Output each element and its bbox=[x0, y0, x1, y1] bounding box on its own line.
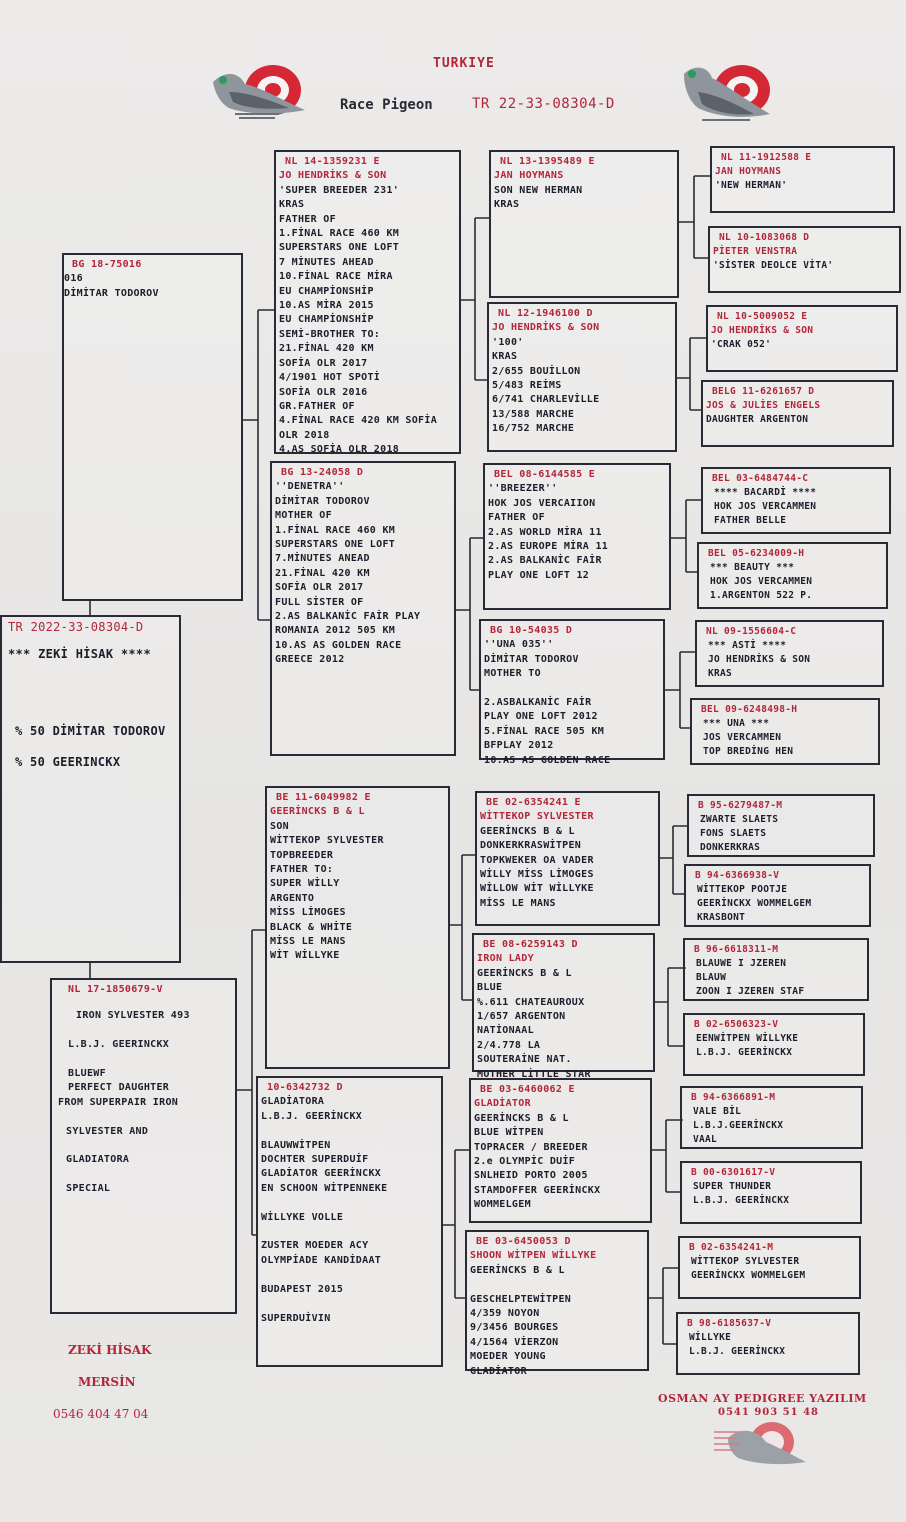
gggp-box bbox=[683, 938, 869, 1001]
gp-line: DOCHTER SUPERDUİF bbox=[261, 1154, 369, 1166]
ggp-line: GLADİATOR bbox=[470, 1365, 527, 1377]
ggp-line: 1/657 ARGENTON bbox=[477, 1011, 566, 1023]
gp-line bbox=[261, 1268, 438, 1282]
ggp-breeder: IRON LADY bbox=[477, 953, 534, 965]
ggp-line: BLUE bbox=[477, 982, 503, 994]
ggp-line: 4/359 NOYON bbox=[470, 1308, 540, 1320]
ggp-box bbox=[489, 150, 679, 298]
gp-line: EN SCHOON WİTPENNEKE bbox=[261, 1182, 388, 1194]
gggp-box bbox=[683, 1013, 865, 1076]
gp-line bbox=[261, 1124, 438, 1138]
gggp-line: FATHER BELLE bbox=[714, 515, 787, 526]
gggp-line: L.B.J. GEERİNCKX bbox=[696, 1047, 793, 1058]
gggp-ring: B 00-6301617-V bbox=[691, 1167, 776, 1178]
gp-line: SOFİA OLR 2017 bbox=[279, 357, 368, 369]
ggp-line: 5.FİNAL RACE 505 KM bbox=[484, 725, 605, 737]
ggp-line: '100' bbox=[492, 336, 524, 348]
ggp-line: 9/3456 BOURGES bbox=[470, 1322, 559, 1334]
gggp-box bbox=[684, 864, 871, 927]
gggp-box bbox=[680, 1161, 862, 1224]
gp-line: WİTTEKOP SYLVESTER bbox=[270, 835, 384, 847]
gggp-line: 'NEW HERMAN' bbox=[715, 180, 788, 191]
gp-line: FULL SİSTER OF bbox=[275, 596, 364, 608]
gp-line: BLACK & WHİTE bbox=[270, 921, 353, 933]
gggp-line: BLAUW bbox=[696, 972, 727, 983]
gp-box bbox=[256, 1076, 443, 1367]
gggp-box bbox=[710, 146, 895, 213]
ggp-line: WİLLY MİSS LİMOGES bbox=[480, 869, 594, 881]
ggp-line: MOTHER TO bbox=[484, 668, 541, 680]
gp-line: SUPER WİLLY bbox=[270, 878, 340, 890]
ggp-ring: BE 03-6460062 E bbox=[480, 1084, 575, 1095]
gp-breeder: GEERİNCKS B & L bbox=[270, 806, 365, 818]
gggp-line: 'CRAK 052' bbox=[711, 339, 772, 350]
gggp-line: *** BEAUTY *** bbox=[710, 562, 795, 573]
ggp-box bbox=[483, 463, 671, 610]
gp-line: ''DENETRA'' bbox=[275, 481, 345, 493]
gp-line: FATHER TO: bbox=[270, 864, 334, 876]
ggp-line: 13/588 MARCHE bbox=[492, 408, 575, 420]
gggp-line: SUPER THUNDER bbox=[693, 1181, 772, 1192]
gggp-ring: B 94-6366938-V bbox=[695, 870, 780, 881]
ggp-line: 2.AS WORLD MİRA 11 bbox=[488, 526, 602, 538]
footer-owner: ZEKİ HİSAK bbox=[68, 1343, 152, 1357]
gp-box bbox=[265, 786, 450, 1069]
gggp-line: WİLLYKE bbox=[689, 1332, 732, 1343]
gp-line: TOPBREEDER bbox=[270, 849, 334, 861]
gggp-line: *** ASTİ **** bbox=[708, 640, 787, 651]
gp-line: MİSS LE MANS bbox=[270, 936, 346, 948]
ggp-line: 2.ASBALKANİC FAİR bbox=[484, 697, 592, 709]
ggp-line: NATİONAAL bbox=[477, 1025, 534, 1037]
sire-line: 016 bbox=[64, 273, 83, 285]
gggp-ring: BEL 03-6484744-C bbox=[712, 473, 809, 484]
dam-line bbox=[58, 1110, 229, 1124]
gggp-ring: B 96-6618311-M bbox=[694, 944, 779, 955]
gggp-ring: BEL 05-6234009-H bbox=[708, 548, 805, 559]
dam-ring: NL 17-1850679-V bbox=[68, 984, 163, 995]
gp-line: 21.FİNAL 420 KM bbox=[279, 343, 374, 355]
gggp-ring: B 98-6185637-V bbox=[687, 1318, 772, 1329]
gggp-ring: BELG 11-6261657 D bbox=[712, 386, 815, 397]
dam-line bbox=[58, 1168, 229, 1182]
gggp-ring: NL 10-1083068 D bbox=[719, 232, 810, 243]
gp-ring: BE 11-6049982 E bbox=[276, 792, 371, 803]
gggp-line: VAAL bbox=[693, 1134, 718, 1145]
gggp-line: ZOON I JZEREN STAF bbox=[696, 986, 805, 997]
sire-box bbox=[62, 253, 243, 601]
ggp-box bbox=[472, 933, 655, 1080]
gggp-box bbox=[701, 467, 891, 534]
footer-brand: OSMAN AY PEDIGREE YAZILIM bbox=[658, 1392, 867, 1405]
main-share-1: % 50 DİMİTAR TODOROV bbox=[15, 724, 166, 738]
dam-line: GLADIATORA bbox=[66, 1154, 130, 1166]
gggp-line: GEERİNCKX WOMMELGEM bbox=[697, 898, 812, 909]
gp-line: BLAUWWİTPEN bbox=[261, 1139, 331, 1151]
gp-ring: NL 14-1359231 E bbox=[285, 156, 380, 167]
gggp-line: WİTTEKOP SYLVESTER bbox=[691, 1256, 800, 1267]
gggp-box bbox=[701, 380, 894, 447]
gp-line: 'SUPER BREEDER 231' bbox=[279, 184, 400, 196]
ggp-line: 2.e OLYMPİC DUİF bbox=[474, 1156, 576, 1168]
gp-breeder: JO HENDRİKS & SON bbox=[279, 170, 387, 182]
gp-line: GR.FATHER OF bbox=[279, 400, 355, 412]
ggp-breeder: JAN HOYMANS bbox=[494, 170, 564, 182]
gggp-line: KRASBONT bbox=[697, 912, 746, 923]
gp-ring: BG 13-24058 D bbox=[281, 467, 364, 478]
ggp-line: GEERİNCKS B & L bbox=[470, 1264, 565, 1276]
ggp-line: PLAY ONE LOFT 2012 bbox=[484, 711, 598, 723]
pigeon-logo-left bbox=[205, 62, 311, 124]
gp-line: SUPERSTARS ONE LOFT bbox=[275, 539, 396, 551]
ggp-line: DİMİTAR TODOROV bbox=[484, 653, 579, 665]
ggp-line: %.611 CHATEAUROUX bbox=[477, 996, 585, 1008]
ggp-line: WİLLOW WİT WİLLYKE bbox=[480, 883, 594, 895]
ggp-box bbox=[465, 1230, 649, 1377]
gp-line: 4/1901 HOT SPOTİ bbox=[279, 372, 381, 384]
ggp-line: 10.AS AS GOLDEN RACE bbox=[484, 754, 611, 766]
ggp-ring: BEL 08-6144585 E bbox=[494, 469, 596, 480]
gggp-line: JO HENDRİKS & SON bbox=[708, 654, 811, 665]
gp-line bbox=[261, 1225, 438, 1239]
gggp-line: L.B.J. GEERİNCKX bbox=[693, 1195, 790, 1206]
main-pigeon-box bbox=[0, 615, 181, 963]
ggp-ring: BG 10-54035 D bbox=[490, 625, 573, 636]
dam-line bbox=[58, 1024, 229, 1038]
gggp-box bbox=[706, 305, 898, 372]
ggp-ring: BE 03-6450053 D bbox=[476, 1236, 571, 1247]
ggp-line: 6/741 CHARLEVİLLE bbox=[492, 394, 600, 406]
gp-line: 21.FİNAL 420 KM bbox=[275, 567, 370, 579]
gggp-ring: B 02-6506323-V bbox=[694, 1019, 779, 1030]
gp-line: SEMİ-BROTHER TO: bbox=[279, 328, 381, 340]
ggp-line: PLAY ONE LOFT 12 bbox=[488, 569, 590, 581]
gp-line: KRAS bbox=[279, 199, 305, 211]
gggp-ring: NL 11-1912588 E bbox=[721, 152, 812, 163]
gp-box bbox=[270, 461, 456, 756]
gp-line: EU CHAMPİONSHİP bbox=[279, 285, 374, 297]
gggp-line: HOK JOS VERCAMMEN bbox=[710, 576, 813, 587]
gp-line: ARGENTO bbox=[270, 892, 315, 904]
gggp-line: L.B.J. GEERİNCKX bbox=[689, 1346, 786, 1357]
gp-line: 10.FİNAL RACE MİRA bbox=[279, 271, 393, 283]
gggp-breeder: JAN HOYMANS bbox=[715, 166, 782, 177]
dam-line: SYLVESTER AND bbox=[66, 1125, 149, 1137]
footer-phone: 0546 404 47 04 bbox=[53, 1407, 149, 1421]
gp-line: DİMİTAR TODOROV bbox=[275, 495, 370, 507]
ggp-line: GEERİNCKS B & L bbox=[480, 825, 575, 837]
gggp-box bbox=[697, 542, 888, 609]
ggp-line: TOPKWEKER OA VADER bbox=[480, 854, 594, 866]
gggp-ring: NL 10-5009052 E bbox=[717, 311, 808, 322]
ggp-breeder: GLADİATOR bbox=[474, 1098, 531, 1110]
gp-line: SON bbox=[270, 820, 289, 832]
gggp-ring: B 94-6366891-M bbox=[691, 1092, 776, 1103]
header-country: TURKIYE bbox=[433, 56, 495, 71]
ggp-line bbox=[470, 1278, 644, 1292]
gp-line: GREECE 2012 bbox=[275, 654, 345, 666]
gp-line: ZUSTER MOEDER ACY bbox=[261, 1240, 369, 1252]
main-name: *** ZEKİ HİSAK **** bbox=[8, 647, 151, 661]
ggp-line: SOUTERAİNE NAT. bbox=[477, 1054, 572, 1066]
gggp-line: *** UNA *** bbox=[703, 718, 770, 729]
gggp-box bbox=[687, 794, 875, 857]
gggp-line: L.B.J.GEERİNCKX bbox=[693, 1120, 784, 1131]
ggp-line: GESCHELPTEWİTPEN bbox=[470, 1293, 572, 1305]
gp-line: WİT WİLLYKE bbox=[270, 950, 340, 962]
ggp-line: MİSS LE MANS bbox=[480, 897, 556, 909]
gp-line: SUPERDUİVIN bbox=[261, 1312, 331, 1324]
gp-line bbox=[261, 1297, 438, 1311]
gp-line: 1.FİNAL RACE 460 KM bbox=[275, 524, 396, 536]
ggp-line: TOPRACER / BREEDER bbox=[474, 1141, 588, 1153]
gggp-ring: B 02-6354241-M bbox=[689, 1242, 774, 1253]
gp-line bbox=[261, 1196, 438, 1210]
gggp-ring: NL 09-1556604-C bbox=[706, 626, 797, 637]
ggp-line: 4/1564 VİERZON bbox=[470, 1336, 559, 1348]
gp-line: 7.MİNUTES ANEAD bbox=[275, 553, 370, 565]
gp-line: GLADİATORA bbox=[261, 1096, 325, 1108]
gp-box bbox=[274, 150, 461, 454]
gp-ring: 10-6342732 D bbox=[267, 1082, 343, 1093]
ggp-box bbox=[487, 302, 677, 452]
ggp-ring: BE 02-6354241 E bbox=[486, 797, 581, 808]
gggp-line: WİTTEKOP POOTJE bbox=[697, 884, 788, 895]
gp-line: WİLLYKE VOLLE bbox=[261, 1211, 344, 1223]
ggp-line: MOEDER YOUNG bbox=[470, 1351, 546, 1363]
gp-line: SUPERSTARS ONE LOFT bbox=[279, 242, 400, 254]
ggp-line: ''BREEZER'' bbox=[488, 483, 558, 495]
ggp-line bbox=[484, 682, 660, 696]
gp-line: OLR 2018 bbox=[279, 429, 330, 441]
gggp-line: DONKERKRAS bbox=[700, 842, 761, 853]
gggp-box bbox=[680, 1086, 863, 1149]
ggp-line: BLUE WİTPEN bbox=[474, 1127, 544, 1139]
gp-line: 4.FİNAL RACE 420 KM SOFİA bbox=[279, 415, 438, 427]
main-share-2: % 50 GEERINCKX bbox=[15, 755, 121, 769]
gp-line: 10.AS MİRA 2015 bbox=[279, 300, 374, 312]
dam-line bbox=[58, 1053, 229, 1067]
ggp-box bbox=[475, 791, 660, 926]
gggp-line: BLAUWE I JZEREN bbox=[696, 958, 787, 969]
header-ring: TR 22-33-08304-D bbox=[472, 96, 615, 112]
gggp-line: GEERİNCKX WOMMELGEM bbox=[691, 1270, 806, 1281]
gp-line: ROMANIA 2012 505 KM bbox=[275, 625, 396, 637]
ggp-box bbox=[469, 1078, 652, 1223]
gp-line: SOFİA OLR 2016 bbox=[279, 386, 368, 398]
ggp-line: ''UNA 035'' bbox=[484, 639, 554, 651]
footer-brand-phone: 0541 903 51 48 bbox=[718, 1407, 819, 1418]
ggp-line: BFPLAY 2012 bbox=[484, 740, 554, 752]
dam-box bbox=[50, 978, 237, 1314]
dam-line: FROM SUPERPAIR IRON bbox=[58, 1096, 179, 1108]
main-ring: TR 2022-33-08304-D bbox=[8, 620, 144, 634]
gp-line: MOTHER OF bbox=[275, 510, 332, 522]
gp-line: BUDAPEST 2015 bbox=[261, 1283, 344, 1295]
ggp-line: GEERİNCKS B & L bbox=[474, 1112, 569, 1124]
ggp-breeder: WİTTEKOP SYLVESTER bbox=[480, 811, 594, 823]
gp-line: 7 MİNUTES AHEAD bbox=[279, 256, 374, 268]
footer-city: MERSİN bbox=[78, 1375, 136, 1389]
gggp-line: EENWİTPEN WİLLYKE bbox=[696, 1033, 799, 1044]
ggp-ring: NL 13-1395489 E bbox=[500, 156, 595, 167]
gp-line: EU CHAMPİONSHİP bbox=[279, 314, 374, 326]
ggp-line: FATHER OF bbox=[488, 512, 545, 524]
gp-line: 10.AS AS GOLDEN RACE bbox=[275, 639, 402, 651]
ggp-line: 2/4.778 LA bbox=[477, 1039, 541, 1051]
gggp-line: VALE BİL bbox=[693, 1106, 742, 1117]
dam-line: SPECIAL bbox=[66, 1183, 111, 1195]
gp-line: OLYMPİADE KANDİDAAT bbox=[261, 1254, 382, 1266]
gggp-box bbox=[678, 1236, 861, 1299]
gggp-breeder: JOS & JULİES ENGELS bbox=[706, 400, 821, 411]
gggp-line: TOP BREDİNG HEN bbox=[703, 746, 794, 757]
gggp-box bbox=[690, 698, 880, 765]
ggp-box bbox=[479, 619, 665, 766]
gp-line: 4.AS SOFİA OLR 2018 bbox=[279, 444, 400, 456]
gggp-box bbox=[695, 620, 884, 687]
ggp-ring: NL 12-1946100 D bbox=[498, 308, 593, 319]
dam-line bbox=[58, 1139, 229, 1153]
gggp-line: FONS SLAETS bbox=[700, 828, 767, 839]
gp-line: SOFİA OLR 2017 bbox=[275, 582, 364, 594]
ggp-line: 2.AS BALKANİC FAİR bbox=[488, 555, 602, 567]
gggp-box bbox=[708, 226, 901, 293]
ggp-line: 5/483 REİMS bbox=[492, 380, 562, 392]
ggp-line: HOK JOS VERCAIION bbox=[488, 497, 596, 509]
header-title-label: Race Pigeon bbox=[340, 97, 433, 113]
gggp-line: JOS VERCAMMEN bbox=[703, 732, 782, 743]
gp-line: 1.FİNAL RACE 460 KM bbox=[279, 228, 400, 240]
gggp-line: ZWARTE SLAETS bbox=[700, 814, 779, 825]
ggp-line: 2/655 BOUİLLON bbox=[492, 365, 581, 377]
gggp-box bbox=[676, 1312, 860, 1375]
gggp-breeder: JO HENDRİKS & SON bbox=[711, 325, 814, 336]
gggp-line: KRAS bbox=[708, 668, 733, 679]
ggp-breeder: JO HENDRİKS & SON bbox=[492, 322, 600, 334]
gggp-breeder: PİETER VENSTRA bbox=[713, 246, 798, 257]
ggp-line: STAMDOFFER GEERİNCKX bbox=[474, 1184, 601, 1196]
gp-line: MİSS LİMOGES bbox=[270, 907, 346, 919]
sire-ring: BG 18-75016 bbox=[72, 259, 142, 270]
gggp-line: HOK JOS VERCAMMEN bbox=[714, 501, 817, 512]
gp-line: GLADİATOR GEERİNCKX bbox=[261, 1168, 382, 1180]
ggp-ring: BE 08-6259143 D bbox=[483, 939, 578, 950]
gggp-ring: B 95-6279487-M bbox=[698, 800, 783, 811]
ggp-line: MOTHER LİTTLE STAR bbox=[477, 1068, 591, 1080]
ggp-line: KRAS bbox=[494, 199, 520, 211]
dam-line: IRON SYLVESTER 493 bbox=[76, 1010, 190, 1022]
gggp-line: 1.ARGENTON 522 P. bbox=[710, 590, 813, 601]
pigeon-logo-right bbox=[676, 60, 782, 126]
ggp-line: WOMMELGEM bbox=[474, 1199, 531, 1211]
ggp-line: DONKERKRASWİTPEN bbox=[480, 840, 582, 852]
ggp-line: SON NEW HERMAN bbox=[494, 184, 583, 196]
dam-line: PERFECT DAUGHTER bbox=[68, 1082, 170, 1094]
ggp-line: GEERİNCKS B & L bbox=[477, 967, 572, 979]
gggp-line: 'SİSTER DEOLCE VİTA' bbox=[713, 260, 834, 271]
ggp-line: 2.AS EUROPE MİRA 11 bbox=[488, 541, 609, 553]
dam-line: L.B.J. GEERINCKX bbox=[68, 1039, 170, 1051]
pigeon-logo-footer bbox=[710, 1418, 810, 1468]
dam-line: BLUEWF bbox=[68, 1068, 106, 1080]
ggp-breeder: SHOON WİTPEN WİLLYKE bbox=[470, 1250, 597, 1262]
ggp-line: 16/752 MARCHE bbox=[492, 423, 575, 435]
gp-line: FATHER OF bbox=[279, 213, 336, 225]
gggp-line: DAUGHTER ARGENTON bbox=[706, 414, 809, 425]
gggp-line: **** BACARDİ **** bbox=[714, 487, 817, 498]
gggp-ring: BEL 09-6248498-H bbox=[701, 704, 798, 715]
ggp-line: KRAS bbox=[492, 351, 518, 363]
gp-line: 2.AS BALKANİC FAİR PLAY bbox=[275, 611, 421, 623]
gp-line: L.B.J. GEERİNCKX bbox=[261, 1110, 363, 1122]
sire-line: DİMİTAR TODOROV bbox=[64, 287, 159, 299]
ggp-line: SNLHEID PORTO 2005 bbox=[474, 1170, 588, 1182]
